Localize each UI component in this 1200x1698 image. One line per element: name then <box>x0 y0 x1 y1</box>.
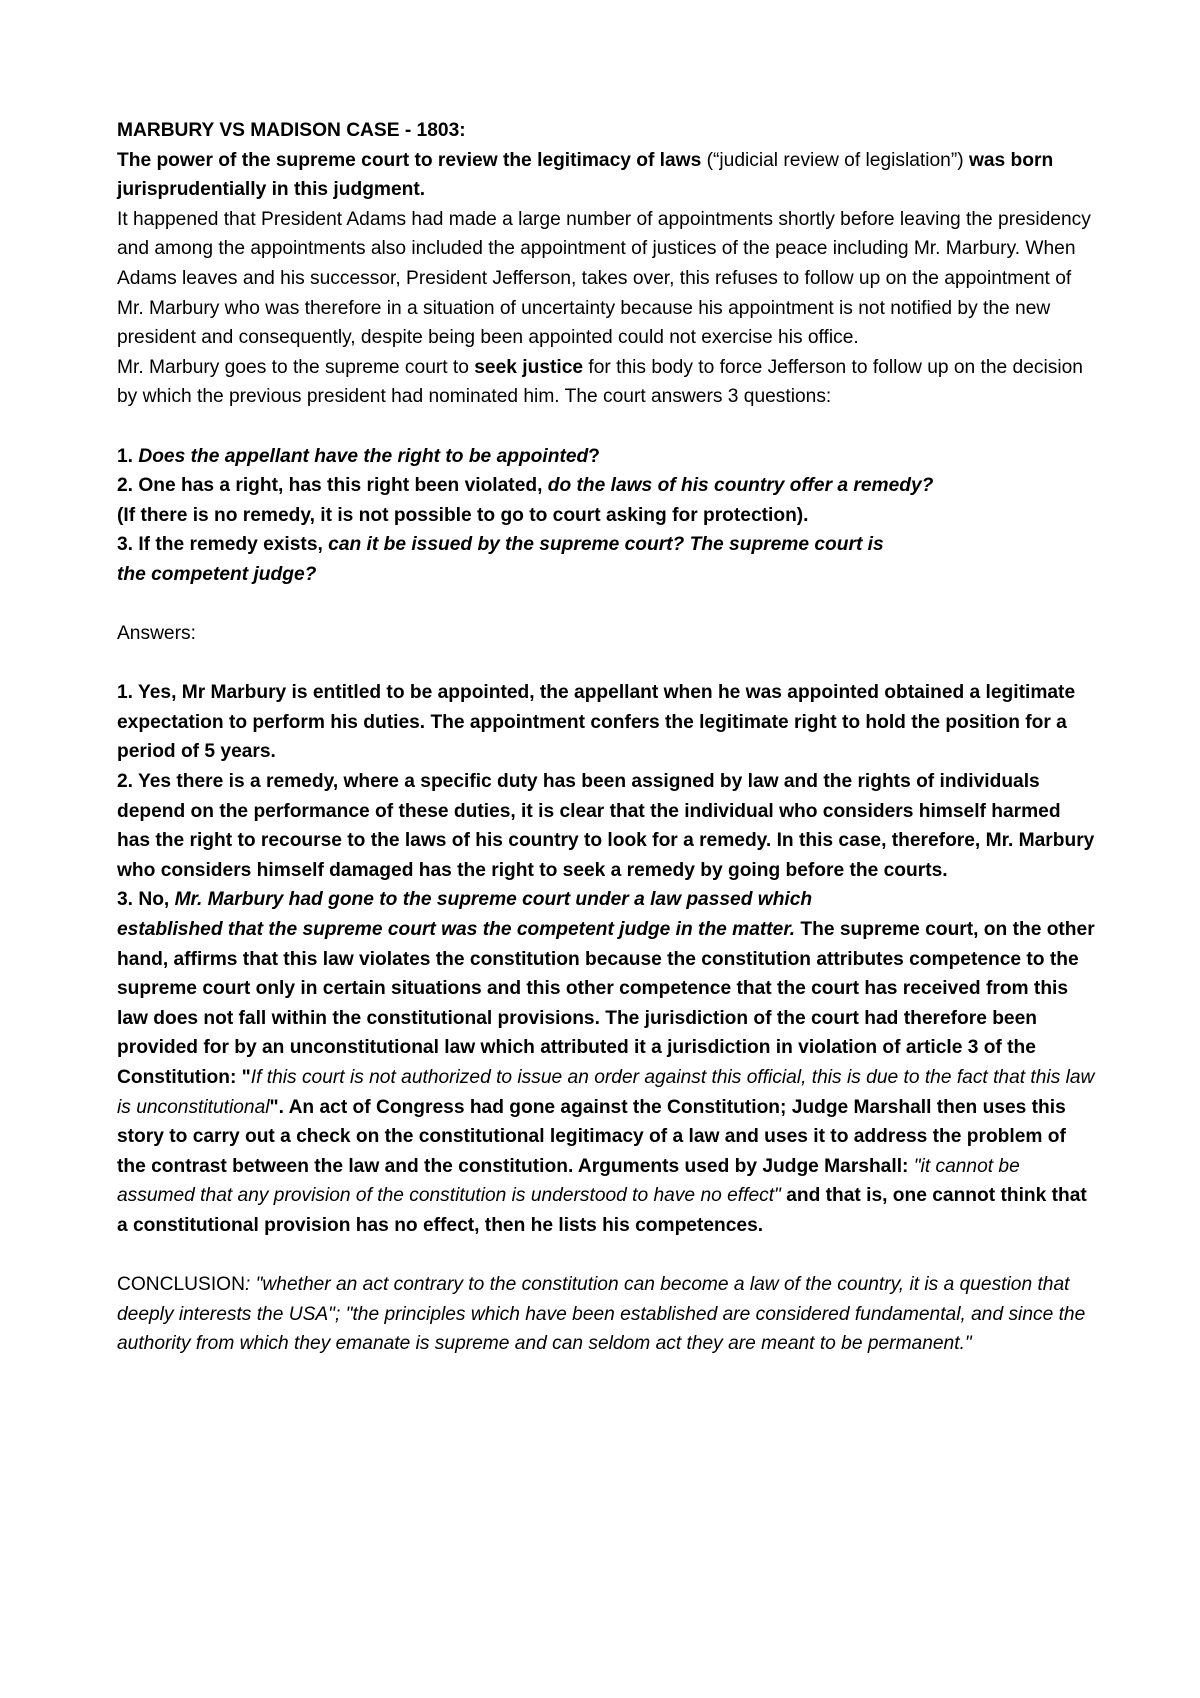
spacer <box>117 590 1097 620</box>
a3-start: 3. No, <box>117 889 175 911</box>
q3-b: can it be issued by the supreme court? The supreme court is <box>328 534 884 556</box>
question-1 <box>117 442 1097 472</box>
seek-c: for this body to force Jefferson to follow up on the decision by which the previous president had nominated him. The court answers 3 questions: <box>117 356 1083 408</box>
intro-paragraph <box>117 146 1097 205</box>
q2-b: do the laws of his country offer a remedy? <box>547 475 934 497</box>
q1-end: ? <box>588 445 600 467</box>
a3-body: The supreme court, on the other hand, affirms that this law violates the constitution because the constitution attributes competence to the supreme court only in certain situations and this other competence that the court has received from this law does not fall within the constitutional provisions. The jurisdiction of the court had therefore been provided for by an unconstitutional law which attributed it a jurisdiction in violation of article 3 of the Constitution: " <box>117 919 1095 1088</box>
seek-a: Mr. Marbury goes to the supreme court to <box>117 356 475 378</box>
conclusion-colon: : <box>244 1274 256 1296</box>
heading-text: MARBURY VS MADISON CASE - 1803: <box>117 120 466 141</box>
background-paragraph: It happened that President Adams had made a large number of appointments shortly before leaving the presidency and among the appointments also included the appointment of justices of the peace including Mr. Marbury. When Adams leaves and his successor, President Jefferson, takes over, this refuses to follow up on the appointment of Mr. Marbury who was therefore in a situation of uncertainty because his appointment is not notified by the new president and consequently, despite being been appointed could not exercise his office. <box>117 208 1091 349</box>
conclusion-label: CONCLUSION <box>117 1274 245 1296</box>
conclusion-paragraph <box>117 1270 1097 1359</box>
a3-quote-2: "it cannot be assumed that any provision of the constitution is understood to have no effect" <box>117 1155 1020 1207</box>
intro-bold-c: was born jurisprudentially in this judgment. <box>117 149 1054 201</box>
a3-italic-2: established that the supreme court was the competent judge in the matter. <box>117 919 796 941</box>
answers-label: Answers: <box>117 623 196 645</box>
question-2-note: (If there is no remedy, it is not possible to go to court asking for protection). <box>117 504 809 526</box>
q1-number: 1. <box>117 445 139 467</box>
question-3 <box>117 530 1097 560</box>
intro-bold-a: The power of the supreme court to review the legitimacy of laws <box>117 149 702 171</box>
document-heading <box>117 116 1097 146</box>
answer-2: 2. Yes there is a remedy, where a specific duty has been assigned by law and the rights of individuals depend on the performance of these duties, it is clear that the individual who considers himself harmed has the right to recourse to the laws of his country to look for a remedy. In this case, therefore, Mr. Marbury who considers himself damaged has the right to seek a remedy by going before the courts. <box>117 771 1095 881</box>
q2-a: 2. One has a right, has this right been violated, <box>117 475 548 497</box>
a3-quote-1: If this court is not authorized to issue an order against this official, this is due to the fact that this law is unconstitutional <box>117 1067 1095 1118</box>
spacer <box>117 1241 1097 1271</box>
answer-3-line1 <box>117 885 1097 915</box>
q3-a: 3. If the remedy exists, <box>117 534 329 556</box>
q1-text: Does the appellant have the right to be appointed <box>138 445 589 467</box>
a3-body-2: ". An act of Congress had gone against the Constitution; Judge Marshall then uses this story to carry out a check on the constitutional legitimacy of a law and uses it to address the problem of the contrast between the law and the constitution. Arguments used by Judge Marshall: <box>117 1096 1066 1177</box>
document-page <box>117 116 1097 1359</box>
a3-end: and that is, one cannot think that a constitutional provision has no effect, then he lists his competences. <box>117 1185 1087 1236</box>
seek-paragraph <box>117 353 1097 412</box>
spacer <box>117 649 1097 679</box>
spacer <box>117 412 1097 442</box>
a3-italic-1: Mr. Marbury had gone to the supreme court under a law passed which <box>174 889 813 911</box>
answer-3-body <box>117 915 1097 1241</box>
seek-justice: seek justice <box>474 356 584 378</box>
question-3-cont: the competent judge? <box>117 563 317 585</box>
question-2 <box>117 471 1097 501</box>
answer-1: 1. Yes, Mr Marbury is entitled to be appointed, the appellant when he was appointed obtained a legitimate expectation to perform his duties. The appointment confers the legitimate right to hold the position for a period of 5 years. <box>117 682 1076 763</box>
conclusion-text: "whether an act contrary to the constitution can become a law of the country, it is a question that deeply interests the USA"; "the principles which have been established are considered fundamental, and since the authority from which they emanate is supreme and can seldom act they are meant to be permanent." <box>117 1274 1086 1355</box>
intro-parenthetical: (“judicial review of legislation”) <box>701 149 969 171</box>
